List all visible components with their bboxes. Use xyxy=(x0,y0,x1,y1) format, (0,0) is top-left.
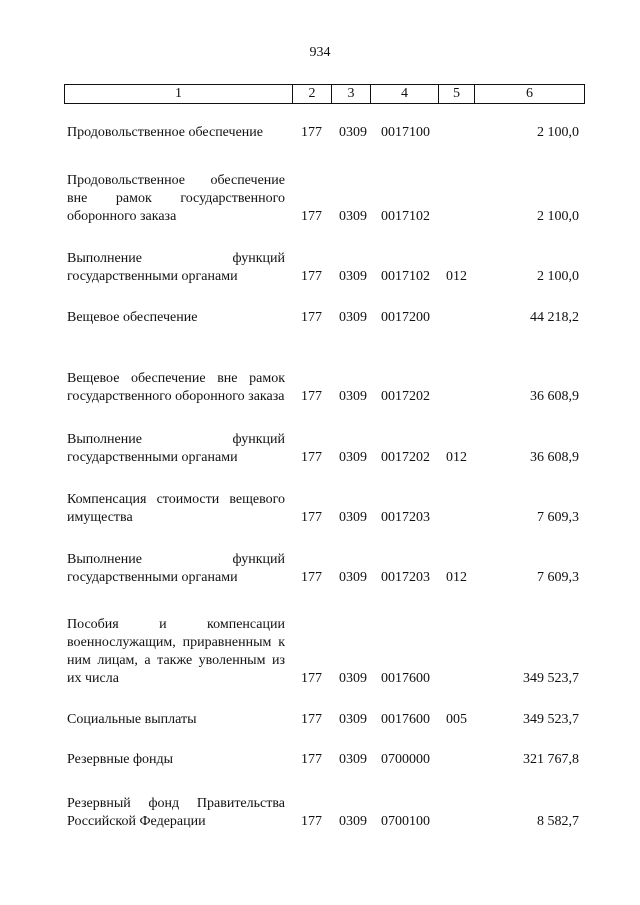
row-col4: 0017600 xyxy=(381,712,430,727)
row-col6: 349 523,7 xyxy=(523,671,579,686)
table-row xyxy=(0,428,640,467)
row-col3: 0309 xyxy=(339,814,367,829)
row-name: Пособия и компенсации военнослужащим, приравненным к ним лицам, а также уволенным из их числа xyxy=(67,617,285,686)
row-col6: 7 609,3 xyxy=(537,510,579,525)
row-name: Выполнение функций государственными органами xyxy=(67,432,285,465)
row-name: Резервный фонд Правительства Российской Федерации xyxy=(67,796,285,829)
table-row xyxy=(0,610,640,688)
row-name: Выполнение функций государственными органами xyxy=(67,552,285,585)
row-col3: 0309 xyxy=(339,671,367,686)
row-col3: 0309 xyxy=(339,510,367,525)
table-row xyxy=(0,307,640,327)
column-header-5: 5 xyxy=(439,85,475,104)
row-col3: 0309 xyxy=(339,712,367,727)
row-col2: 177 xyxy=(301,310,322,325)
row-col3: 0309 xyxy=(339,269,367,284)
table-row xyxy=(0,247,640,286)
column-header-2: 2 xyxy=(293,85,332,104)
row-col2: 177 xyxy=(301,450,322,465)
table-row xyxy=(0,548,640,587)
row-col3: 0309 xyxy=(339,125,367,140)
row-col4: 0017600 xyxy=(381,671,430,686)
row-col6: 36 608,9 xyxy=(530,450,579,465)
table-row xyxy=(0,348,640,406)
row-col3: 0309 xyxy=(339,752,367,767)
row-col4: 0017102 xyxy=(381,209,430,224)
row-col2: 177 xyxy=(301,712,322,727)
row-col4: 0700000 xyxy=(381,752,430,767)
row-col2: 177 xyxy=(301,389,322,404)
row-col3: 0309 xyxy=(339,209,367,224)
row-col2: 177 xyxy=(301,752,322,767)
row-col6: 2 100,0 xyxy=(537,209,579,224)
column-header-1: 1 xyxy=(65,85,293,104)
row-col3: 0309 xyxy=(339,450,367,465)
row-col2: 177 xyxy=(301,814,322,829)
row-col2: 177 xyxy=(301,209,322,224)
row-col3: 0309 xyxy=(339,310,367,325)
row-col6: 2 100,0 xyxy=(537,125,579,140)
row-col5: 012 xyxy=(446,450,467,465)
column-header-row xyxy=(65,85,585,104)
row-col4: 0017102 xyxy=(381,269,430,284)
row-col2: 177 xyxy=(301,570,322,585)
row-name: Вещевое обеспечение xyxy=(67,310,198,325)
row-col6: 44 218,2 xyxy=(530,310,579,325)
row-name: Компенсация стоимости вещевого имущества xyxy=(67,492,285,525)
row-col5: 012 xyxy=(446,269,467,284)
table-row xyxy=(0,168,640,226)
row-col2: 177 xyxy=(301,671,322,686)
row-col6: 321 767,8 xyxy=(523,752,579,767)
row-col3: 0309 xyxy=(339,389,367,404)
row-col4: 0700100 xyxy=(381,814,430,829)
column-header-3: 3 xyxy=(332,85,371,104)
row-name: Выполнение функций государственными органами xyxy=(67,251,285,284)
column-header-6: 6 xyxy=(475,85,585,104)
row-col6: 7 609,3 xyxy=(537,570,579,585)
column-header-4: 4 xyxy=(371,85,439,104)
row-col2: 177 xyxy=(301,510,322,525)
row-col4: 0017202 xyxy=(381,389,430,404)
row-col3: 0309 xyxy=(339,570,367,585)
row-col2: 177 xyxy=(301,269,322,284)
row-col4: 0017203 xyxy=(381,510,430,525)
row-col6: 2 100,0 xyxy=(537,269,579,284)
row-col4: 0017100 xyxy=(381,125,430,140)
page-number: 934 xyxy=(309,45,331,60)
row-col6: 349 523,7 xyxy=(523,712,579,727)
column-header-table xyxy=(64,84,585,104)
row-name: Резервные фонды xyxy=(67,752,174,767)
table-row xyxy=(0,749,640,769)
row-col6: 8 582,7 xyxy=(537,814,579,829)
row-name: Вещевое обеспечение вне рамок государственного оборонного заказа xyxy=(67,371,285,404)
row-name: Продовольственное обеспечение xyxy=(67,125,263,140)
table-row xyxy=(0,488,640,527)
row-name: Продовольственное обеспечение вне рамок государственного оборонного заказа xyxy=(67,173,285,224)
row-col4: 0017203 xyxy=(381,570,430,585)
row-col4: 0017200 xyxy=(381,310,430,325)
row-col5: 012 xyxy=(446,570,467,585)
table-row xyxy=(0,792,640,831)
table-row xyxy=(0,122,640,142)
row-col2: 177 xyxy=(301,125,322,140)
row-col5: 005 xyxy=(446,712,467,727)
row-name: Социальные выплаты xyxy=(67,712,197,727)
row-col4: 0017202 xyxy=(381,450,430,465)
table-row xyxy=(0,709,640,729)
row-col6: 36 608,9 xyxy=(530,389,579,404)
